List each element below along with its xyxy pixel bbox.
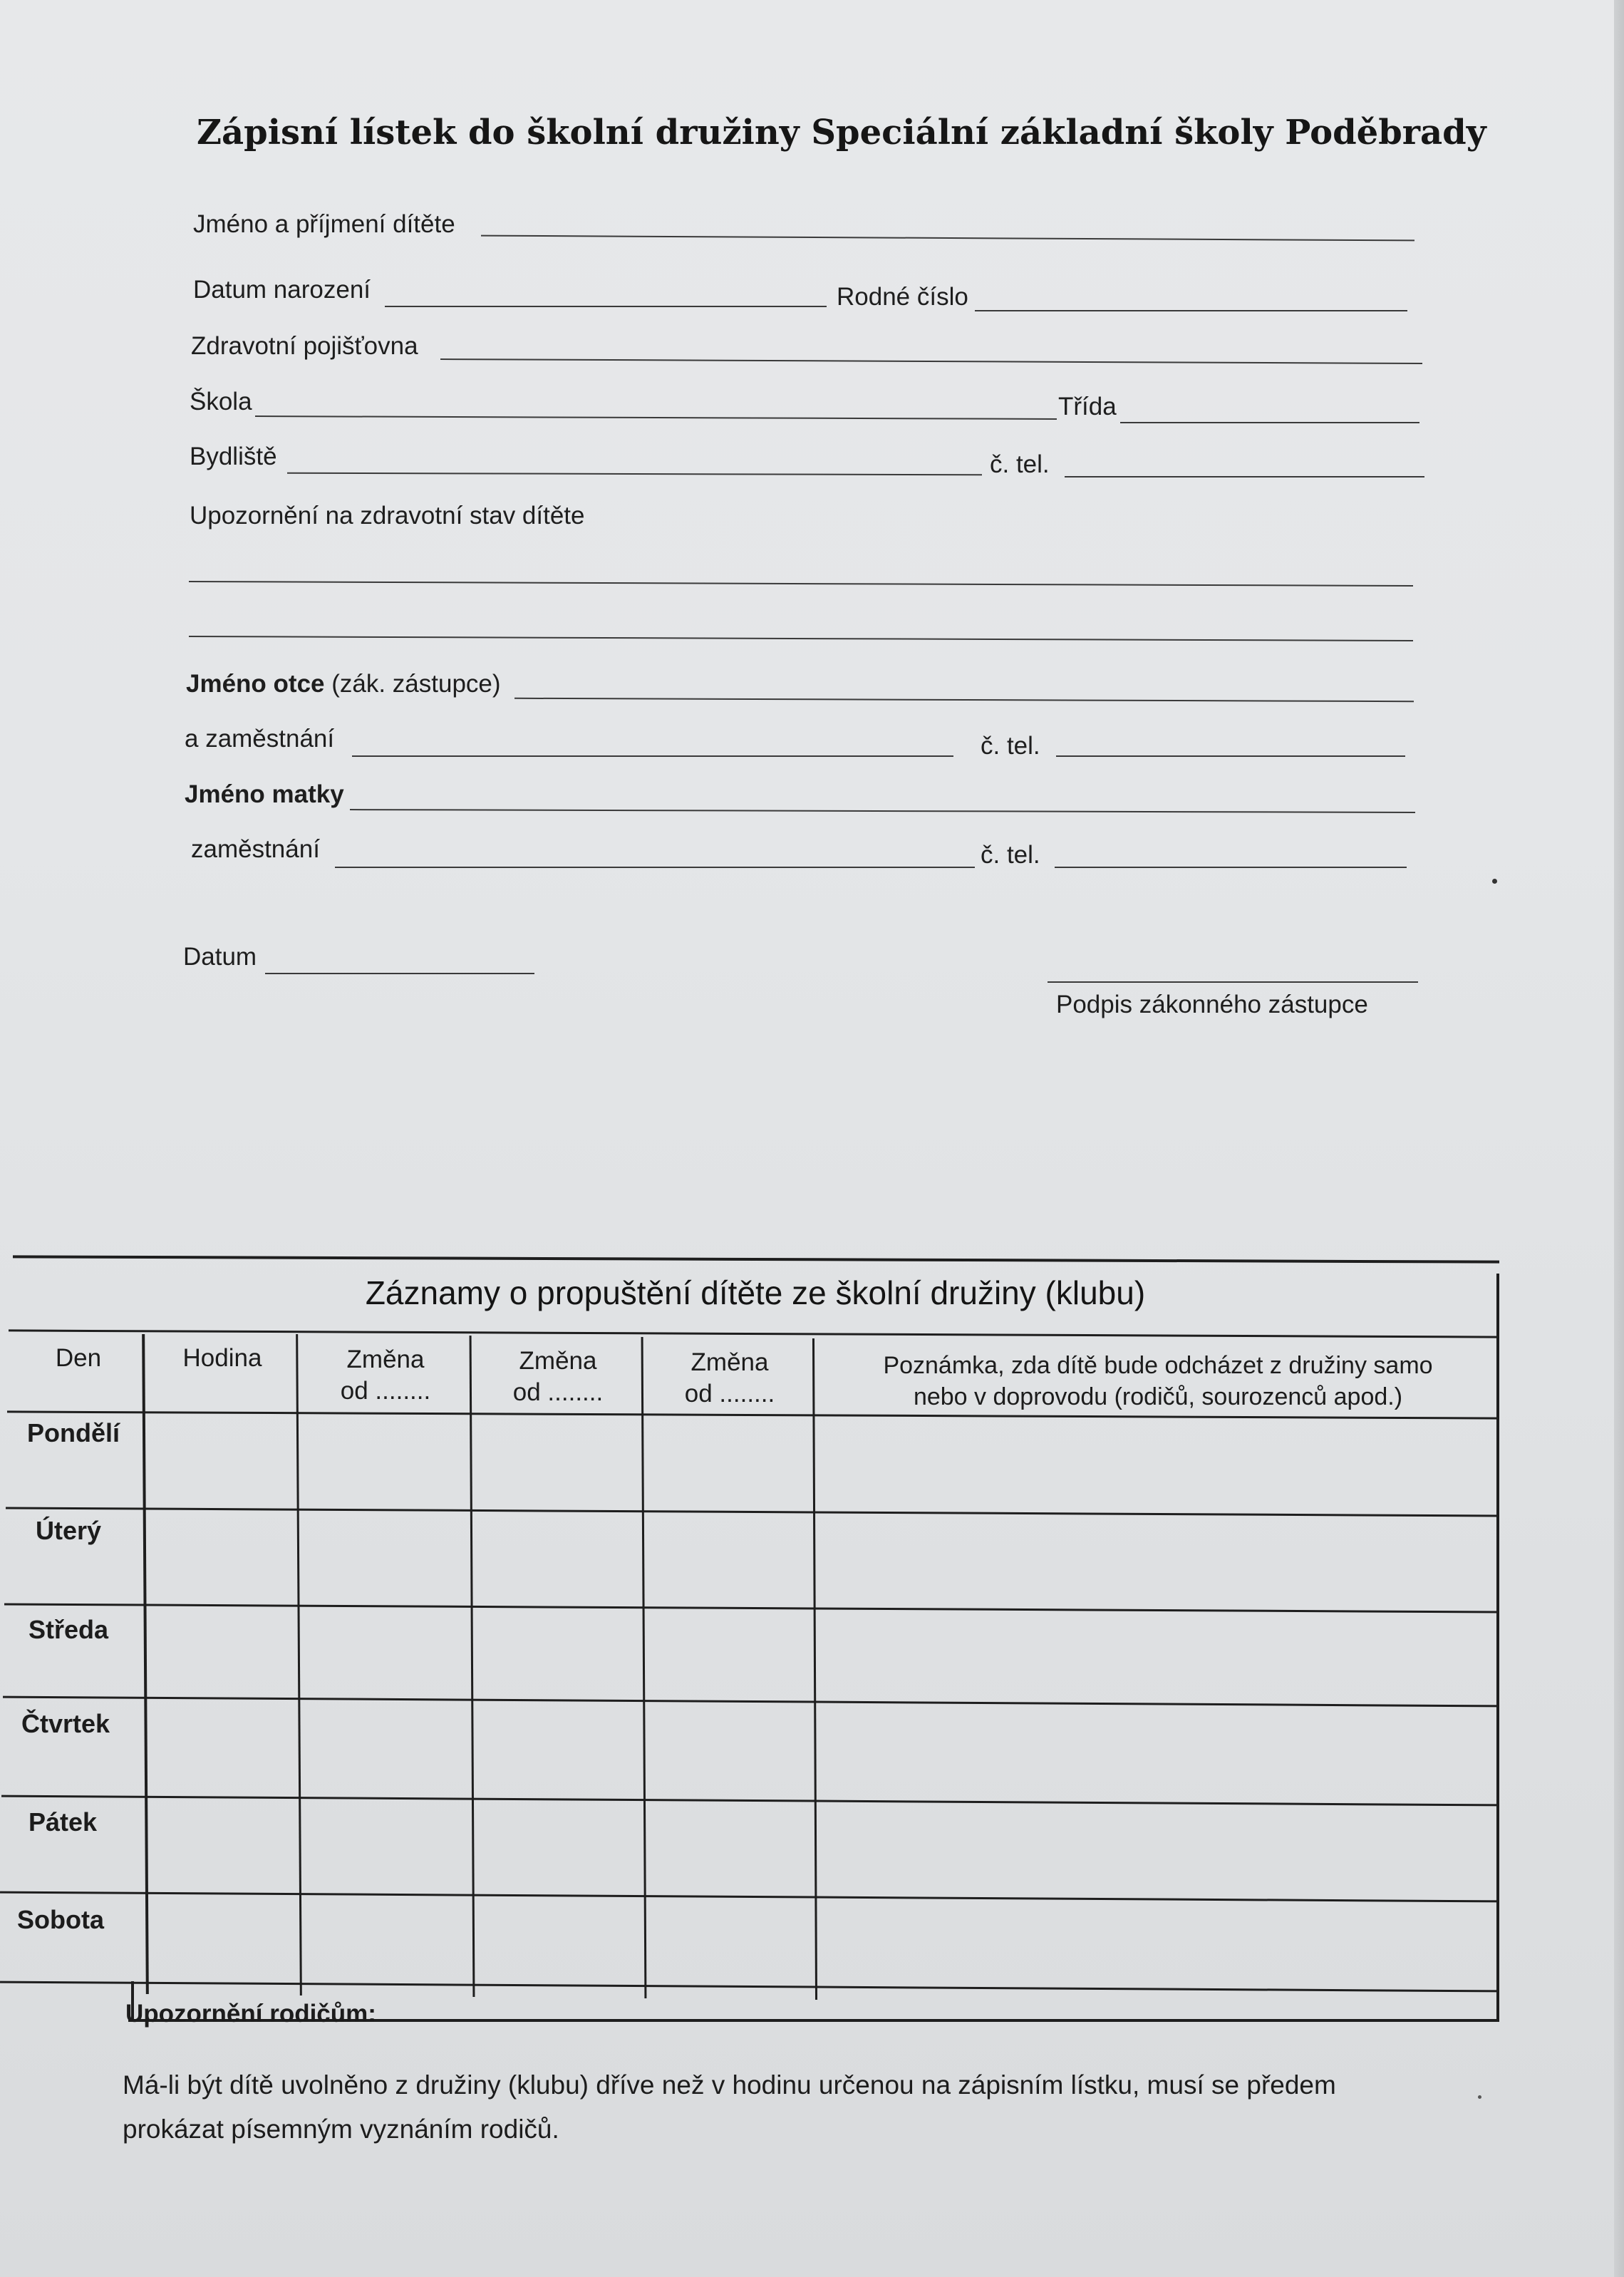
mother-name-label: Jméno matky xyxy=(185,780,344,808)
father-job-field[interactable] xyxy=(352,755,953,757)
residence-field[interactable] xyxy=(287,473,982,476)
header-top-line xyxy=(9,1329,1499,1338)
father-name-label: Jméno otce (zák. zástupce) xyxy=(186,670,501,698)
row-line-4 xyxy=(1,1795,1499,1807)
col-line-hour xyxy=(296,1334,302,1995)
table-right-border xyxy=(1496,1274,1499,2022)
paper-speck xyxy=(1492,879,1497,884)
mother-job-label: zaměstnání xyxy=(191,835,320,863)
col-line-change2 xyxy=(641,1337,647,1998)
row-line-5 xyxy=(0,1891,1499,1903)
notice-title: Upozornění rodičům: xyxy=(125,2000,376,2028)
residence-phone-label: č. tel. xyxy=(990,450,1050,478)
birth-date-field[interactable] xyxy=(385,306,827,307)
health-line-2[interactable] xyxy=(189,636,1413,641)
father-name-field[interactable] xyxy=(514,698,1414,702)
school-field[interactable] xyxy=(255,415,1057,420)
school-label: Škola xyxy=(190,388,252,415)
signature-line[interactable] xyxy=(1048,981,1418,983)
row-line-6 xyxy=(0,1981,1499,1993)
row-line-1 xyxy=(6,1507,1499,1517)
residence-label: Bydliště xyxy=(190,443,277,470)
header-day: Den xyxy=(55,1344,102,1372)
table-title-right xyxy=(1496,1274,1499,1380)
header-change-3: Změna od ........ xyxy=(684,1348,775,1408)
header-change-2: Změna od ........ xyxy=(512,1347,604,1406)
child-name-field[interactable] xyxy=(481,235,1414,242)
signature-label: Podpis zákonného zástupce xyxy=(1056,991,1368,1018)
header-note: Poznámka, zda dítě bude odcházet z družiny samo nebo v doprovodu (rodičů, sourozenců apod.) xyxy=(883,1352,1433,1410)
paper-edge xyxy=(1614,0,1624,2277)
mother-phone-label: č. tel. xyxy=(981,841,1040,869)
child-name-label: Jméno a příjmení dítěte xyxy=(193,210,455,238)
table-top-line xyxy=(13,1255,1499,1263)
row-line-3 xyxy=(3,1696,1499,1708)
class-field[interactable] xyxy=(1120,422,1419,423)
day-wednesday: Středa xyxy=(29,1615,109,1644)
col-line-day xyxy=(142,1334,149,1994)
day-tuesday: Úterý xyxy=(36,1516,102,1545)
residence-phone-field[interactable] xyxy=(1065,476,1424,477)
row-line-2 xyxy=(4,1604,1499,1613)
day-thursday: Čtvrtek xyxy=(21,1709,110,1738)
day-friday: Pátek xyxy=(29,1807,98,1837)
date-label: Datum xyxy=(183,943,257,971)
father-phone-label: č. tel. xyxy=(981,732,1040,760)
health-notice-label: Upozornění na zdravotní stav dítěte xyxy=(190,502,585,530)
mother-name-field[interactable] xyxy=(350,809,1415,813)
date-field[interactable] xyxy=(265,973,534,974)
birth-date-label: Datum narození xyxy=(193,276,371,304)
insurance-label: Zdravotní pojišťovna xyxy=(191,332,418,360)
father-job-label: a zaměstnání xyxy=(185,725,335,753)
paper-speck xyxy=(1478,2095,1481,2099)
class-label: Třída xyxy=(1058,393,1117,420)
day-monday: Pondělí xyxy=(27,1418,120,1447)
health-line-1[interactable] xyxy=(189,581,1413,587)
col-line-change3 xyxy=(812,1338,817,2000)
day-saturday: Sobota xyxy=(17,1905,104,1934)
birth-number-field[interactable] xyxy=(975,310,1407,311)
insurance-field[interactable] xyxy=(440,358,1422,364)
father-phone-field[interactable] xyxy=(1056,755,1405,757)
table-title: Záznamy o propuštění dítěte ze školní družiny (klubu) xyxy=(365,1274,1146,1311)
header-change-1: Změna od ........ xyxy=(340,1346,431,1405)
col-line-change1 xyxy=(470,1336,475,1997)
mother-job-field[interactable] xyxy=(335,867,975,868)
notice-text: Má-li být dítě uvolněno z družiny (klubu) dříve než v hodinu určenou na zápisním lístku, musí se předem prokázat písemným vyznáním rodičů. xyxy=(123,2070,1336,2144)
birth-number-label: Rodné číslo xyxy=(837,283,968,311)
header-hour: Hodina xyxy=(182,1344,262,1372)
mother-phone-field[interactable] xyxy=(1055,867,1407,868)
form-title: Zápisní lístek do školní družiny Speciální základní školy Poděbrady xyxy=(197,113,1486,153)
